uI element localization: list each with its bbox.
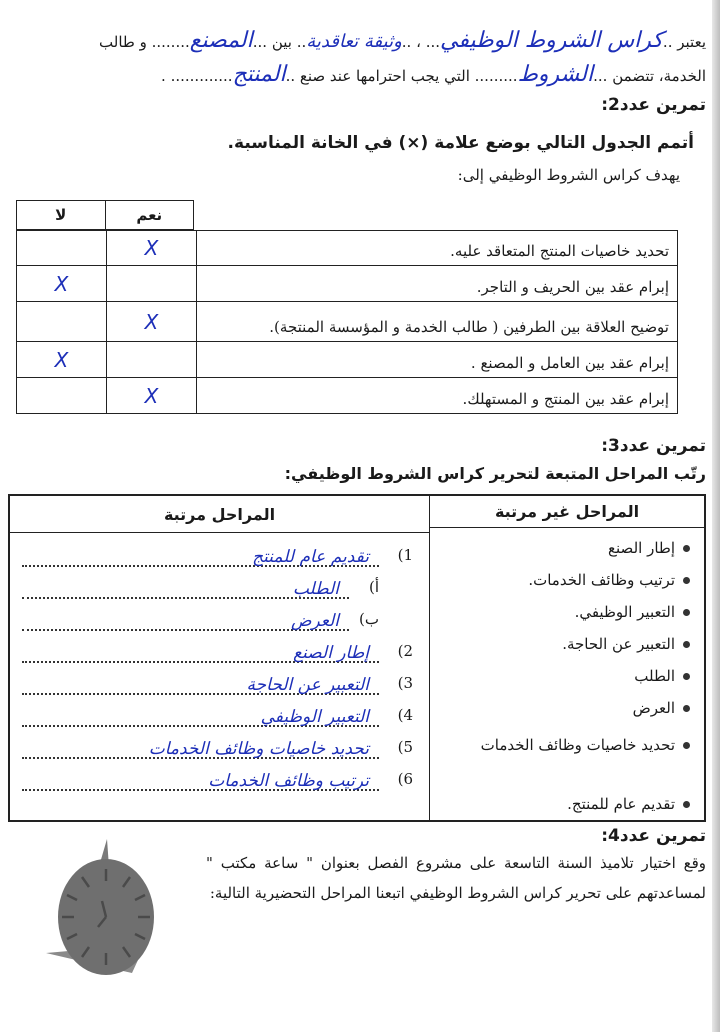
- goals-table-header: [16, 200, 194, 230]
- stage-label: التعبير عن الحاجة.: [562, 635, 675, 653]
- list-item: [430, 532, 690, 564]
- bullet-icon: [683, 705, 690, 712]
- exercise2-prompt: يهدف كراس الشروط الوظيفي إلى:: [457, 166, 680, 184]
- no-cell[interactable]: X: [17, 266, 107, 301]
- statement: إبرام عقد بين المنتج و المستهلك.: [462, 390, 669, 408]
- ordered-item: [22, 635, 413, 667]
- ordered-column: [10, 496, 429, 820]
- goals-table: [16, 200, 678, 412]
- stage-label: ترتيب وظائف الخدمات.: [528, 571, 675, 589]
- no-cell[interactable]: [17, 302, 107, 341]
- exercise4-text: وقع اختيار تلاميذ السنة التاسعة على مشروع الفصل بعنوان " ساعة مكتب " لمساعدتهم على تحرير كراس الشروط الوظيفي اتبعنا المراحل التحضيرية التالية:: [206, 854, 706, 902]
- answer-field[interactable]: [22, 735, 379, 759]
- ordered-item: [22, 539, 413, 571]
- handwritten-answer: التعبير عن الحاجة: [246, 675, 369, 695]
- handwritten-answer: الشروط: [517, 62, 594, 87]
- text-fragment: الخدمة، تتضمن: [612, 67, 706, 85]
- answer-field[interactable]: [22, 607, 349, 631]
- ordered-list: [10, 533, 429, 795]
- answer-field[interactable]: [22, 767, 379, 791]
- table-row: [16, 266, 678, 302]
- handwritten-answer: إطار الصنع: [293, 643, 369, 663]
- no-cell[interactable]: X: [17, 342, 107, 377]
- answer-field[interactable]: [22, 543, 379, 567]
- exercise3-instruction: رتّب المراحل المتبعة لتحرير كراس الشروط الوظيفي:: [284, 464, 706, 483]
- yes-cell[interactable]: [107, 342, 197, 377]
- bullet-icon: [683, 801, 690, 808]
- handwritten-answer: المنتج: [232, 62, 286, 87]
- yes-cell[interactable]: [107, 266, 197, 301]
- yes-cell[interactable]: X: [107, 302, 197, 341]
- no-cell[interactable]: [17, 378, 107, 413]
- handwritten-answer: الطلب: [292, 579, 339, 599]
- bullet-icon: [683, 577, 690, 584]
- stage-label: العرض: [632, 699, 675, 717]
- item-number: 6): [397, 770, 413, 788]
- list-item: [430, 660, 690, 692]
- list-item: [430, 628, 690, 660]
- handwritten-answer: التعبير الوظيفي: [260, 707, 369, 727]
- statement: إبرام عقد بين الحريف و التاجر.: [476, 278, 669, 296]
- exercise3-title: تمرين عدد3:: [601, 436, 706, 456]
- item-number: 5): [397, 738, 413, 756]
- yes-cell[interactable]: X: [107, 231, 197, 265]
- stage-label: تقديم عام للمنتج.: [567, 795, 675, 813]
- yes-cell[interactable]: X: [107, 378, 197, 413]
- list-item: [430, 564, 690, 596]
- answer-field[interactable]: [22, 671, 379, 695]
- handwritten-answer: كراس الشروط الوظيفي: [440, 28, 663, 53]
- exercise2-title: تمرين عدد2:: [601, 95, 706, 115]
- handwritten-answer: تقديم عام للمنتج: [252, 547, 369, 567]
- stage-label: الطلب: [634, 667, 675, 685]
- column-header-ordered: المراحل مرتبة: [10, 496, 429, 533]
- answer-field[interactable]: [22, 575, 349, 599]
- unordered-list: [430, 528, 704, 820]
- table-row: [16, 230, 678, 266]
- text-fragment: التي يجب احترامها عند صنع: [299, 67, 470, 85]
- answer-field[interactable]: [22, 703, 379, 727]
- ordered-item: [22, 731, 413, 763]
- bullet-icon: [683, 673, 690, 680]
- text-fragment: و طالب: [99, 33, 147, 51]
- item-number: أ): [368, 578, 379, 596]
- item-number: ب): [359, 610, 379, 628]
- table-row: [16, 302, 678, 342]
- desk-clock-image: [40, 835, 170, 985]
- statement: إبرام عقد بين العامل و المصنع .: [470, 354, 669, 372]
- scan-edge: [712, 0, 720, 1032]
- stage-label: التعبير الوظيفي.: [574, 603, 675, 621]
- statement: توضيح العلاقة بين الطرفين ( طالب الخدمة و المؤسسة المنتجة).: [269, 318, 669, 336]
- bullet-icon: [683, 609, 690, 616]
- handwritten-answer: وثيقة تعاقدية: [306, 31, 402, 52]
- column-header-no: لا: [17, 201, 106, 229]
- stages-table: [8, 494, 706, 822]
- ordered-item: [22, 699, 413, 731]
- list-item: [430, 596, 690, 628]
- item-number: 3): [397, 674, 413, 692]
- ordered-item: [22, 667, 413, 699]
- column-header-unordered: المراحل غير مرتبة: [430, 496, 704, 528]
- handwritten-answer: ترتيب وظائف الخدمات: [208, 771, 369, 791]
- exercise1-line2: الخدمة، تتضمن ...الشروط......... التي يجب احترامها عند صنع ..المنتج............. .: [161, 62, 706, 87]
- no-cell[interactable]: [17, 231, 107, 265]
- exercise2-instruction: أتمم الجدول التالي بوضع علامة (×) في الخانة المناسبة.: [227, 133, 694, 153]
- table-row: [16, 378, 678, 414]
- bullet-icon: [683, 641, 690, 648]
- ordered-item: [22, 763, 413, 795]
- unordered-column: [429, 496, 704, 820]
- stage-label: إطار الصنع: [608, 539, 675, 557]
- exercise4-title: تمرين عدد4:: [601, 826, 706, 846]
- item-number: 1): [397, 546, 413, 564]
- ordered-item: [22, 603, 413, 635]
- list-item: [430, 788, 690, 820]
- bullet-icon: [683, 742, 690, 749]
- statement: تحديد خاصيات المنتج المتعاقد عليه.: [450, 242, 669, 260]
- handwritten-answer: تحديد خاصيات وظائف الخدمات: [148, 739, 369, 759]
- item-number: 2): [397, 642, 413, 660]
- column-header-yes: نعم: [136, 206, 163, 224]
- stage-label: تحديد خاصيات وظائف الخدمات: [480, 736, 675, 754]
- handwritten-answer: العرض: [290, 611, 339, 631]
- answer-field[interactable]: [22, 639, 379, 663]
- ordered-item: [22, 571, 413, 603]
- list-item: [430, 724, 690, 788]
- text-fragment: بين: [271, 33, 292, 51]
- handwritten-answer: المصنع: [189, 28, 253, 53]
- list-item: [430, 692, 690, 724]
- item-number: 4): [397, 706, 413, 724]
- bullet-icon: [683, 545, 690, 552]
- text-fragment: يعتبر: [677, 33, 706, 51]
- exercise1-line1: يعتبر ..كراس الشروط الوظيفي... ، ..وثيقة تعاقدية.. بين ...المصنع........ و طالب: [99, 28, 706, 53]
- table-row: [16, 342, 678, 378]
